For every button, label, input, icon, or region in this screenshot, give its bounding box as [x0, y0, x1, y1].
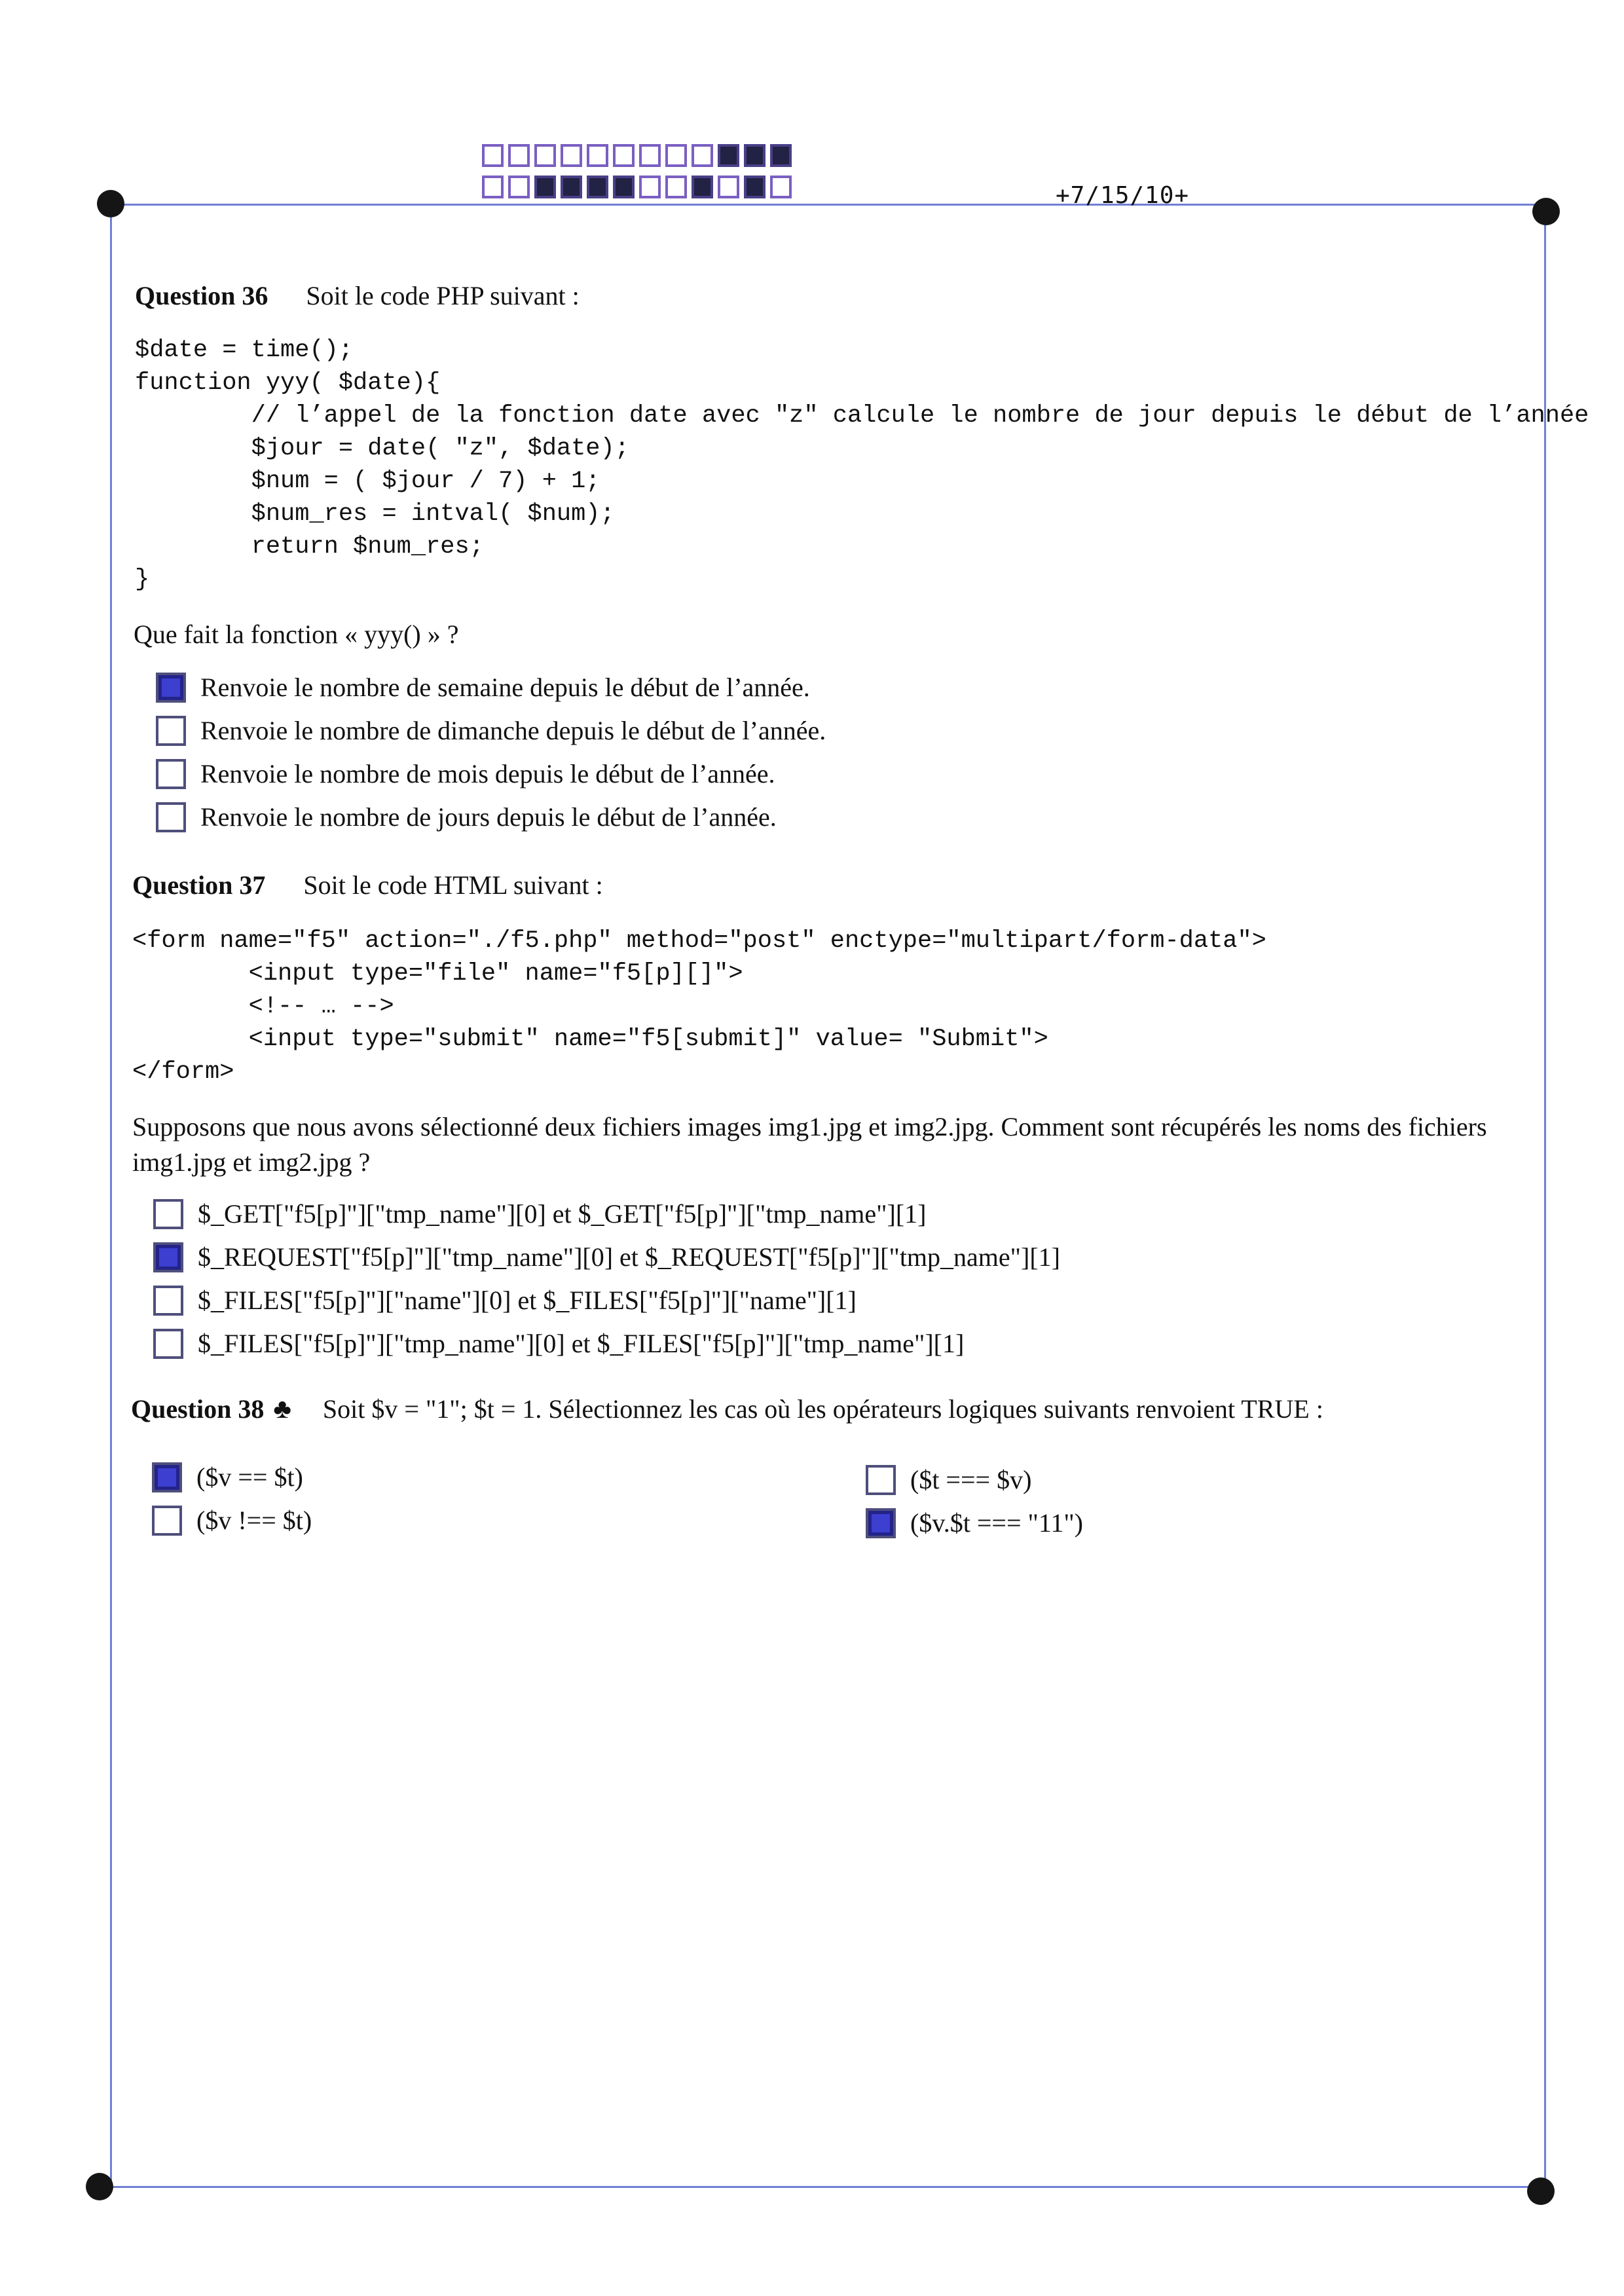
question-number: Question 37	[132, 870, 266, 900]
checkbox[interactable]	[156, 673, 186, 703]
id-code-cell	[770, 144, 792, 167]
id-code-row-1	[482, 144, 796, 167]
q36-option-2[interactable]	[156, 715, 826, 746]
corner-marker-bottom-left	[86, 2173, 113, 2200]
checkbox[interactable]	[866, 1508, 896, 1538]
q37-option-3[interactable]	[153, 1285, 857, 1316]
id-code-cell	[561, 176, 582, 198]
question-number: Question 36	[135, 281, 268, 310]
option-label: Renvoie le nombre de dimanche depuis le début de l’année.	[200, 716, 826, 745]
php-code-block: $date = time(); function yyy( $date){ // l’appel de la fonction date avec "z" calcule le nombre de jour depuis le début de l’année $jour = date( "z", $date); $num = ( $jour / 7) + 1; $num_res = intval( $num); return $num_res; }	[135, 337, 1589, 593]
id-code-cell	[665, 176, 687, 198]
id-code-cell	[561, 144, 582, 167]
id-code-cell	[482, 176, 504, 198]
page-id: +7/15/10+	[1056, 182, 1190, 209]
question-36-prompt: Que fait la fonction « yyy() » ?	[134, 620, 459, 649]
option-label: Renvoie le nombre de mois depuis le début de l’année.	[200, 759, 775, 788]
frame-top-line	[110, 204, 1549, 206]
id-code-cell	[482, 144, 504, 167]
option-label: Renvoie le nombre de jours depuis le début de l’année.	[200, 802, 777, 832]
option-label: ($v == $t)	[196, 1462, 303, 1492]
question-36-heading	[135, 280, 580, 311]
corner-marker-bottom-right	[1527, 2177, 1555, 2205]
question-37-heading	[132, 870, 603, 900]
question-statement: Soit $v = "1"; $t = 1. Sélectionnez les cas où les opérateurs logiques suivants renvoient TRUE :	[322, 1394, 1323, 1424]
id-code-cell	[508, 144, 530, 167]
html-code-block: <form name="f5" action="./f5.php" method="post" enctype="multipart/form-data"> <input type="file" name="f5[p][]"> <!-- … --> <input type="submit" name="f5[submit]" value= "Submit"> </form>	[132, 927, 1266, 1086]
option-label: $_FILES["f5[p]"]["tmp_name"][0] et $_FILES["f5[p]"]["tmp_name"][1]	[198, 1329, 965, 1358]
option-label: $_GET["f5[p]"]["tmp_name"][0] et $_GET["f5[p]"]["tmp_name"][1]	[198, 1199, 927, 1229]
checkbox[interactable]	[153, 1242, 183, 1272]
frame-bottom-line	[100, 2186, 1544, 2188]
id-code-cell	[534, 176, 556, 198]
id-code-cell	[587, 176, 608, 198]
checkbox[interactable]	[156, 716, 186, 746]
checkbox[interactable]	[866, 1465, 896, 1495]
checkbox[interactable]	[156, 802, 186, 832]
checkbox[interactable]	[153, 1286, 183, 1316]
q37-option-4[interactable]	[153, 1328, 964, 1359]
id-code-cell	[718, 144, 739, 167]
id-code-cell	[508, 176, 530, 198]
option-label: ($t === $v)	[910, 1465, 1032, 1494]
frame-left-line	[110, 204, 112, 2186]
q38-option-2[interactable]	[866, 1464, 1031, 1495]
checkbox[interactable]	[153, 1329, 183, 1359]
id-code-cell	[692, 144, 713, 167]
option-label: ($v.$t === "11")	[910, 1508, 1084, 1538]
q36-option-1[interactable]	[156, 672, 810, 703]
option-label: ($v !== $t)	[196, 1506, 312, 1535]
question-statement: Soit le code PHP suivant :	[306, 281, 580, 310]
id-code-cell	[613, 176, 635, 198]
question-37-prompt: Supposons que nous avons sélectionné deux fichiers images img1.jpg et img2.jpg. Comment sont récupérés les noms des fichiers img1.jpg et img2.jpg ?	[132, 1112, 1487, 1177]
question-statement: Soit le code HTML suivant :	[303, 870, 603, 900]
corner-marker-top-right	[1532, 198, 1560, 225]
checkbox[interactable]	[152, 1462, 182, 1492]
checkbox[interactable]	[152, 1506, 182, 1536]
id-code-cell	[639, 176, 661, 198]
question-number: Question 38	[131, 1394, 265, 1424]
corner-marker-top-left	[97, 190, 124, 217]
q37-option-1[interactable]	[153, 1198, 926, 1229]
id-code-cell	[744, 144, 766, 167]
id-code-row-2	[482, 176, 796, 198]
option-label: $_FILES["f5[p]"]["name"][0] et $_FILES["f5[p]"]["name"][1]	[198, 1286, 857, 1315]
multiple-answers-club-icon: ♣	[273, 1394, 291, 1424]
checkbox[interactable]	[153, 1199, 183, 1229]
option-label: $_REQUEST["f5[p]"]["tmp_name"][0] et $_REQUEST["f5[p]"]["tmp_name"][1]	[198, 1242, 1060, 1272]
q36-option-4[interactable]	[156, 802, 777, 832]
id-code-cell	[665, 144, 687, 167]
id-code-cell	[770, 176, 792, 198]
q36-option-3[interactable]	[156, 758, 775, 789]
id-code-cell	[744, 176, 766, 198]
question-38-heading	[131, 1394, 1323, 1425]
q38-option-3[interactable]	[152, 1505, 312, 1536]
id-code-cell	[613, 144, 635, 167]
id-code-cell	[534, 144, 556, 167]
q38-option-1[interactable]	[152, 1462, 303, 1492]
id-code-cell	[718, 176, 739, 198]
id-code-cell	[692, 176, 713, 198]
q38-option-4[interactable]	[866, 1508, 1083, 1538]
q37-option-2[interactable]	[153, 1242, 1060, 1272]
id-code-cell	[587, 144, 608, 167]
option-label: Renvoie le nombre de semaine depuis le début de l’année.	[200, 673, 810, 702]
id-code-cell	[639, 144, 661, 167]
checkbox[interactable]	[156, 759, 186, 789]
